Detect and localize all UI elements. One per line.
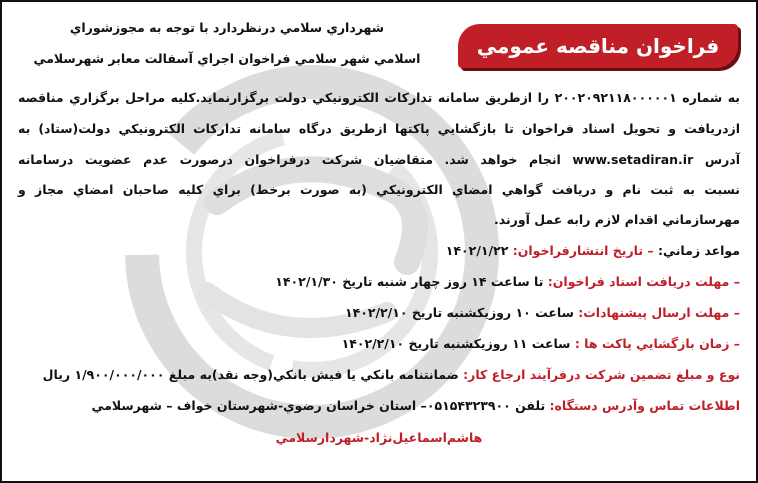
publish-date-label: – تاريخ انتشارفراخوان: [512, 243, 654, 258]
opening-time-value: ساعت ۱۱ روزيکشنبه تاريخ ۱۴۰۲/۲/۱۰ [341, 336, 571, 351]
receive-deadline-value: تا ساعت ۱۴ روز چهار شنبه تاريخ ۱۴۰۲/۱/۳۰ [275, 274, 544, 289]
opening-time-label: – زمان بازگشايي پاکت ها : [574, 336, 740, 351]
body-line-1: به شماره ۲۰۰۲۰۹۲۱۱۸۰۰۰۰۰۱ را ازطريق سامانه تدارکات الکترونيکي دولت برگزارنمايد.کليه مراحل برگزاري مناقصه [18, 90, 740, 105]
receive-deadline-label: – مهلت دريافت اسناد فراخوان: [547, 274, 740, 289]
body-line-5: مهرسازماني اقدام لازم رابه عمل آورند. [493, 212, 740, 227]
intro-line-1: شهرداري سلامي درنظردارد با توجه به مجوزشوراي [69, 20, 385, 35]
contact-row [18, 398, 740, 413]
contact-label: اطلاعات تماس وآدرس دستگاه: [549, 398, 740, 413]
opening-time-row [18, 336, 740, 351]
guarantee-row [18, 367, 740, 382]
submit-deadline-value: ساعت ۱۰ روزيکشنبه تاريخ ۱۴۰۲/۲/۱۰ [344, 305, 574, 320]
body-line-2: ازدريافت و تحويل اسناد فراخوان تا بازگشايي پاکتها ازطريق درگاه سامانه تدارکات الکترونيکي دولت(ستاد) به [18, 121, 740, 136]
schedule-publish-row [18, 243, 740, 258]
contact-value: تلفن ۰۵۱۵۴۳۲۳۹۰۰– استان خراسان رضوي-شهرستان خواف – شهرسلامي [91, 398, 546, 413]
signature: هاشم‌اسماعيل‌نژاد-شهردارسلامي [275, 430, 483, 445]
schedule-label: مواعد زماني: [658, 243, 740, 258]
guarantee-label: نوع و مبلغ تضمين شرکت درفرآيند ارجاع کار: [463, 367, 740, 382]
body-line-3: آدرس www.setadiran.ir انجام خواهد شد. متقاضيان شرکت درفراخوان درصورت عدم عضويت درسامانه [18, 152, 740, 167]
body-line-4: نسبت به ثبت نام و دريافت گواهي امضاي الکترونيکي (به صورت برخط) براي کليه صاحبان امضاي مجاز و [18, 182, 740, 197]
guarantee-value: ضمانتنامه بانکي يا فيش بانکي(وجه نقد)به مبلغ ۱/۹۰۰/۰۰۰/۰۰۰ ريال [42, 367, 459, 382]
receive-deadline-row [18, 274, 740, 289]
publish-date-value: ۱۴۰۲/۱/۲۲ [445, 243, 509, 258]
intro-line-2: اسلامي شهر سلامي فراخوان اجراي آسفالت معابر شهرسلامي [33, 51, 421, 66]
submit-deadline-label: – مهلت ارسال پيشنهادات: [578, 305, 740, 320]
notice-title-text: فراخوان مناقصه عمومي [476, 34, 720, 58]
submit-deadline-row [18, 305, 740, 320]
